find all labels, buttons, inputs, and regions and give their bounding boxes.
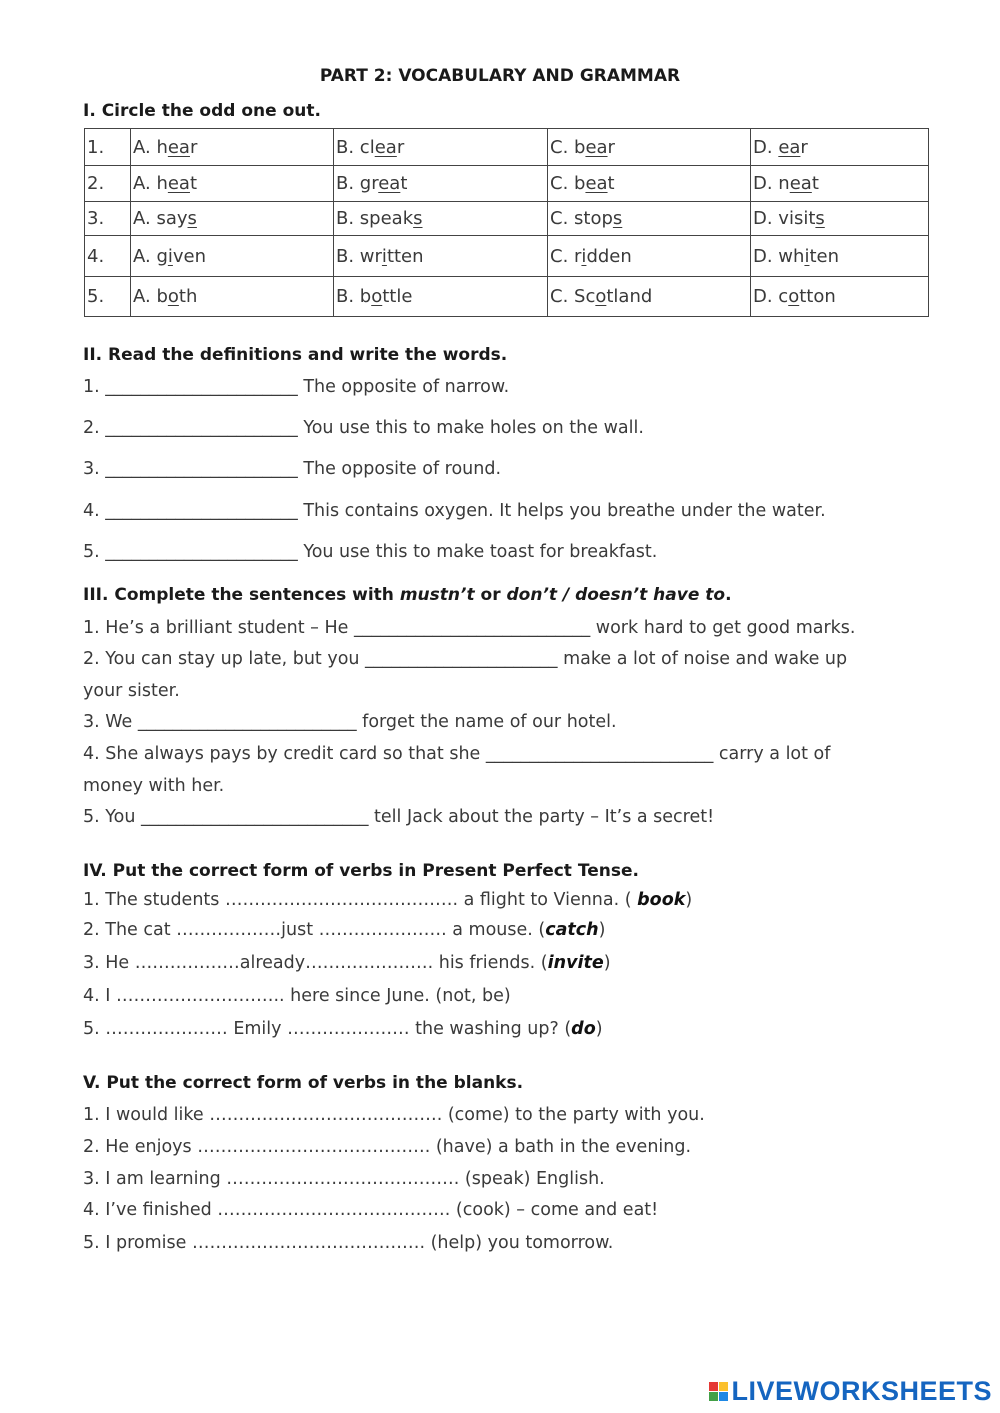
page-title: PART 2: VOCABULARY AND GRAMMAR [319, 66, 681, 86]
definition-item: 3. ______________________ The opposite of round. [83, 459, 502, 479]
table-row [85, 277, 929, 317]
sentence-line: 2. You can stay up late, but you ______________________ make a lot of noise and wake up [83, 649, 848, 669]
blank-item: 1. I would like …………………………………. (come) to the party with you. [83, 1105, 705, 1125]
row-number: 2. [85, 166, 131, 202]
underlined-sound: s [815, 208, 825, 229]
verb-hint: book [637, 890, 686, 910]
liveworksheets-logo[interactable] [709, 1376, 992, 1407]
sentence-line: 5. You __________________________ tell Jack about the party – It’s a secret! [83, 807, 715, 827]
option-c[interactable]: C. Scotland [548, 277, 751, 317]
row-number: 1. [85, 129, 131, 166]
option-b[interactable]: B. bottle [334, 277, 548, 317]
odd-one-out-table [84, 128, 929, 317]
underlined-sound: ea [374, 136, 397, 158]
option-c[interactable]: C. beat [548, 166, 751, 202]
blank-item: 5. I promise …………………………………. (help) you tomorrow. [83, 1233, 614, 1253]
underlined-sound: ea [585, 173, 608, 194]
heading-dont-have-to: don’t / doesn’t have to [506, 585, 726, 605]
option-a[interactable]: A. both [131, 277, 334, 317]
underlined-sound: i [381, 245, 387, 267]
option-c[interactable]: C. bear [548, 129, 751, 166]
option-d[interactable]: D. visits [751, 202, 929, 236]
option-b[interactable]: B. clear [334, 129, 548, 166]
option-b[interactable]: B. written [334, 236, 548, 277]
underlined-sound: ea [378, 173, 401, 194]
underlined-sound: o [167, 286, 179, 307]
underlined-sound: ea [778, 136, 801, 158]
liveworksheets-logo-icon [709, 1382, 728, 1401]
option-d[interactable]: D. cotton [751, 277, 929, 317]
underlined-sound: o [788, 286, 800, 307]
sentence-line: your sister. [83, 681, 180, 701]
table-row [85, 236, 929, 277]
verb-hint: catch [545, 920, 599, 940]
table-row [85, 129, 929, 166]
underlined-sound: i [804, 245, 810, 267]
option-d[interactable]: D. whiten [751, 236, 929, 277]
section-5-heading: V. Put the correct form of verbs in the blanks. [83, 1073, 524, 1093]
underlined-sound: ea [789, 173, 812, 194]
option-b[interactable]: B. speaks [334, 202, 548, 236]
underlined-sound: i [167, 245, 173, 267]
sentence-line: money with her. [83, 776, 225, 796]
verb-item: 5. ………………… Emily ………………… the washing up? (do) [83, 1019, 603, 1039]
underlined-sound: s [612, 208, 623, 229]
verb-item: 2. The cat ………………just …………………. a mouse. (catch) [83, 920, 606, 940]
underlined-sound: i [581, 245, 587, 267]
sentence-line: 1. He’s a brilliant student – He ___________________________ work hard to get good marks. [83, 618, 856, 638]
definition-item: 5. ______________________ You use this to make toast for breakfast. [83, 542, 658, 562]
underlined-sound: ea [585, 136, 608, 158]
liveworksheets-logo-text: LIVEWORKSHEETS [731, 1376, 992, 1406]
section-3-heading: III. Complete the sentences with mustn’t or don’t / doesn’t have to. [83, 585, 732, 605]
blank-item: 2. He enjoys …………………………………. (have) a bath in the evening. [83, 1137, 692, 1157]
option-d[interactable]: D. ear [751, 129, 929, 166]
verb-item: 3. He ………………already…………………. his friends. (invite) [83, 953, 611, 973]
sentence-line: 4. She always pays by credit card so that she __________________________ carry a lot of [83, 744, 831, 764]
blank-item: 4. I’ve finished …………………………………. (cook) – come and eat! [83, 1200, 659, 1220]
option-a[interactable]: A. heat [131, 166, 334, 202]
underlined-sound: s [413, 208, 423, 229]
table-row [85, 166, 929, 202]
definition-item: 2. ______________________ You use this to make holes on the wall. [83, 418, 644, 438]
option-c[interactable]: C. ridden [548, 236, 751, 277]
definition-item: 1. ______________________ The opposite of narrow. [83, 377, 510, 397]
definition-item: 4. ______________________ This contains oxygen. It helps you breathe under the water. [83, 501, 826, 521]
row-number: 3. [85, 202, 131, 236]
section-1-heading: I. Circle the odd one out. [83, 101, 321, 121]
underlined-sound: o [595, 286, 607, 307]
table-row [85, 202, 929, 236]
option-d[interactable]: D. neat [751, 166, 929, 202]
row-number: 5. [85, 277, 131, 317]
option-b[interactable]: B. great [334, 166, 548, 202]
underlined-sound: ea [167, 173, 190, 194]
sentence-line: 3. We _________________________ forget the name of our hotel. [83, 712, 617, 732]
section-4-heading: IV. Put the correct form of verbs in Present Perfect Tense. [83, 861, 639, 881]
option-a[interactable]: A. says [131, 202, 334, 236]
verb-item: 4. I ……………………….. here since June. (not, be) [83, 986, 511, 1006]
underlined-sound: s [187, 208, 197, 229]
option-a[interactable]: A. hear [131, 129, 334, 166]
verb-hint: invite [547, 953, 604, 973]
underlined-sound: o [371, 286, 383, 307]
option-c[interactable]: C. stops [548, 202, 751, 236]
blank-item: 3. I am learning …………………………………. (speak) English. [83, 1169, 605, 1189]
heading-mustnt: mustn’t [399, 585, 475, 605]
section-2-heading: II. Read the definitions and write the words. [83, 345, 508, 365]
underlined-sound: ea [167, 136, 190, 158]
verb-hint: do [571, 1019, 596, 1039]
option-a[interactable]: A. given [131, 236, 334, 277]
row-number: 4. [85, 236, 131, 277]
verb-item: 1. The students …………………………………. a flight to Vienna. ( book) [83, 890, 693, 910]
